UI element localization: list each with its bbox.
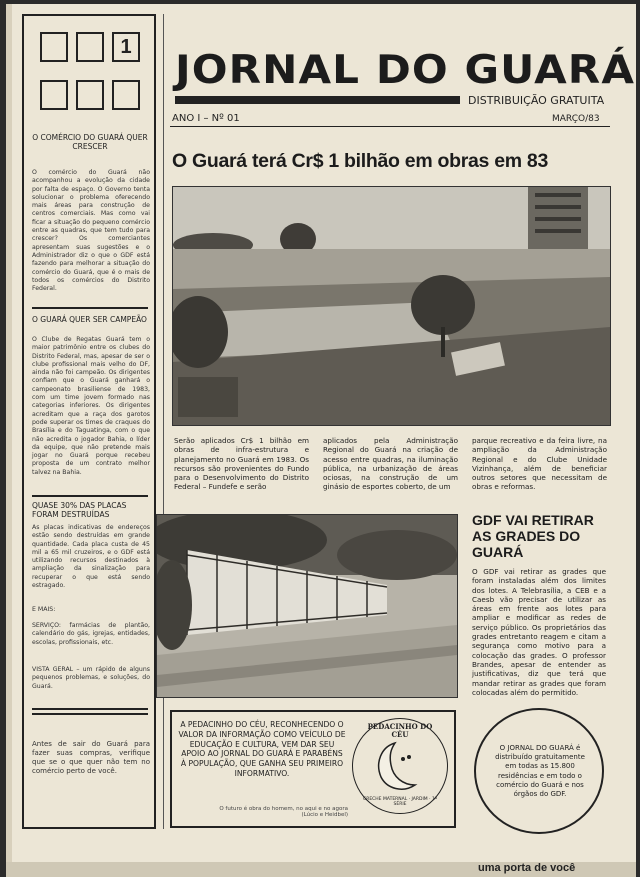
divider: [32, 495, 148, 497]
sidebar-mais-title: E MAIS:: [32, 606, 56, 613]
edition-date: MARÇO/83: [552, 114, 600, 124]
logo-subtext: CRECHE MATERNAL · JARDIM · 1ª SÉRIE: [363, 797, 437, 807]
sidebar-headline-placas: QUASE 30% DAS PLACAS FORAM DESTRUÍDAS: [32, 501, 127, 519]
main-photo-construction-site: [172, 186, 611, 426]
ad-quote-author: (Lúcio e Heidbel): [301, 812, 348, 818]
ad-quote: [180, 806, 348, 818]
article-column-1: Serão aplicados Cr$ 1 bilhão em obras de infra-estrutura e planejamento no Guará em 1983. Os recursos são provenientes do Fundo para o Desenvolvimento do Distrito Federal – Fundefe e serão: [174, 436, 309, 492]
photo-fence-grades: [156, 514, 458, 698]
photo-graphic: [157, 515, 457, 697]
divider: [32, 708, 148, 710]
distribution-notice-text: O JORNAL DO GUARÁ é distribuído gratuitamente em todas as 15.800 residências e em todo o comércio do Guará e nos órgãos do GDF.: [495, 744, 585, 799]
sidebar-compras-tip: Antes de sair do Guará para fazer suas compras, verifique que se o que quer não tem no comércio perto de você.: [32, 740, 150, 775]
ad-pedacinho-do-ceu: [170, 710, 456, 828]
distribution-notice: [474, 708, 604, 834]
sidebar-text-campeao: O Clube de Regatas Guará tem o maior patrimônio entre os clubes do Distrito Federal, mas, apesar de ser o clube profissional mais velho do DF, ainda não foi campeão. Os dirigentes confiam que o Guará ganhará o campeonato brasiliense de 1983, com um time jovem formado nas categorias inferiores. Os dirigentes acreditam que a raça dos garotos pode superar os times de craques do Brasília e do Taguatinga, com o que não acredita o jogador Bahia, o líder da equipe, que não pretende mais jogar no Guará porque recebeu proposta de um contrato melhor talvez na Bahia.: [32, 336, 150, 476]
article-column-3: parque recreativo e da feira livre, na ampliação da Administração Regional e do Clube Unidade Vizinhança, além de beneficiar outros setores que necessitam de obras e reformas.: [472, 436, 607, 492]
servico-body: farmácias de plantão, calendário do gás, igrejas, entidades, escolas, profissionais, etc.: [32, 622, 150, 646]
logo-text: PEDACINHO DO CÉU: [367, 722, 433, 739]
sidebar-vista-geral: [32, 666, 150, 691]
masthead-square: [76, 32, 104, 62]
divider: [32, 713, 148, 715]
newspaper-title: JORNAL DO GUARÁ: [175, 48, 636, 93]
sidebar-headline-campeao: O GUARÁ QUER SER CAMPEÃO: [32, 315, 147, 324]
sidebar-text-placas: As placas indicativas de endereços estão sendo destruídas em grande quantidade. Cada placa custa de 45 mil a 65 mil cruzeiros, e o GDF está utilizando recursos destinados à ampliação da sinalização para recuperar o que está sendo estragado.: [32, 524, 150, 590]
masthead-rule: [170, 126, 610, 127]
article-column-2: aplicados pela Administração Regional do Guará na criação de acesso entre quadras, na iluminação pública, na urbanização de áreas ociosas, na construção de um ginásio de esportes coberto, de um: [323, 436, 458, 492]
grades-headline: GDF VAI RETIRAR AS GRADES DO GUARÁ: [472, 512, 594, 560]
issue-number-box: 1: [112, 32, 140, 62]
sidebar-servico: [32, 622, 150, 647]
column-rule: [163, 14, 164, 829]
ad-quote-text: O futuro é obra do homem, no aqui e no agora: [219, 806, 348, 812]
grades-body: O GDF vai retirar as grades que foram instaladas além dos limites dos lotes. A Telebrasília, a CEB e a Caesb vão precisar de utilizar as áreas em frente aos lotes para ampliar e modificar as redes de serviço público. Os proprietários das grades entretanto reagem e citam a segurança como motivo para a colocação das grades. O professor Brandes, apesar de entender as justificativas, diz que terá que mandar retirar as grades que foram colocadas além do permitido.: [472, 567, 606, 697]
masthead-square: [76, 80, 104, 110]
tagline: DISTRIBUIÇÃO GRATUITA: [468, 94, 605, 107]
sidebar-headline-comercio: O COMÉRCIO DO GUARÁ QUER CRESCER: [32, 133, 148, 151]
vista-geral-head: VISTA GERAL: [32, 666, 74, 673]
divider: [32, 307, 148, 309]
masthead-square: [40, 32, 68, 62]
pedacinho-logo: [352, 718, 448, 814]
binding-edge: [6, 4, 12, 862]
masthead-bar: [175, 96, 460, 104]
photo-graphic: [173, 187, 610, 425]
servico-head: SERVIÇO:: [32, 622, 62, 629]
sidebar-text-comercio: O comércio do Guará não acompanhou a evolução da cidade por falta de espaço. O Governo tenta solucionar o problema oferecendo mais áreas para construção de centros comerciais. Mas como vai ficar a situação do pequeno comércio entre as quadras, que tem tudo para crescer? Os comerciantes apresentam suas sugestões e o Administrador diz o que o GDF está fazendo para melhorar a situação do comércio do Guará, que é o mais de todos os comércios do Distrito Federal.: [32, 169, 150, 293]
next-page-partial-text: uma porta de você: [478, 862, 576, 874]
masthead-square: [112, 80, 140, 110]
ad-text: A PEDACINHO DO CÉU, RECONHECENDO O VALOR DA INFORMAÇÃO COMO VEÍCULO DE EDUCAÇÃO E CULTURA, VEM DAR SEU APOIO AO JORNAL DO GUARÁ E PARABÉNS À POPULAÇÃO, QUE GANHA SEU PRIMEIRO INFORMATIVO.: [178, 720, 346, 778]
masthead-square: [40, 80, 68, 110]
edition-number: ANO I – Nº 01: [172, 113, 240, 124]
vista-geral-body: – um rápido de alguns pequenos problemas, e soluções, do Guará.: [32, 666, 150, 690]
main-headline: O Guará terá Cr$ 1 bilhão em obras em 83: [172, 150, 548, 172]
sidebar-index: [22, 14, 156, 829]
